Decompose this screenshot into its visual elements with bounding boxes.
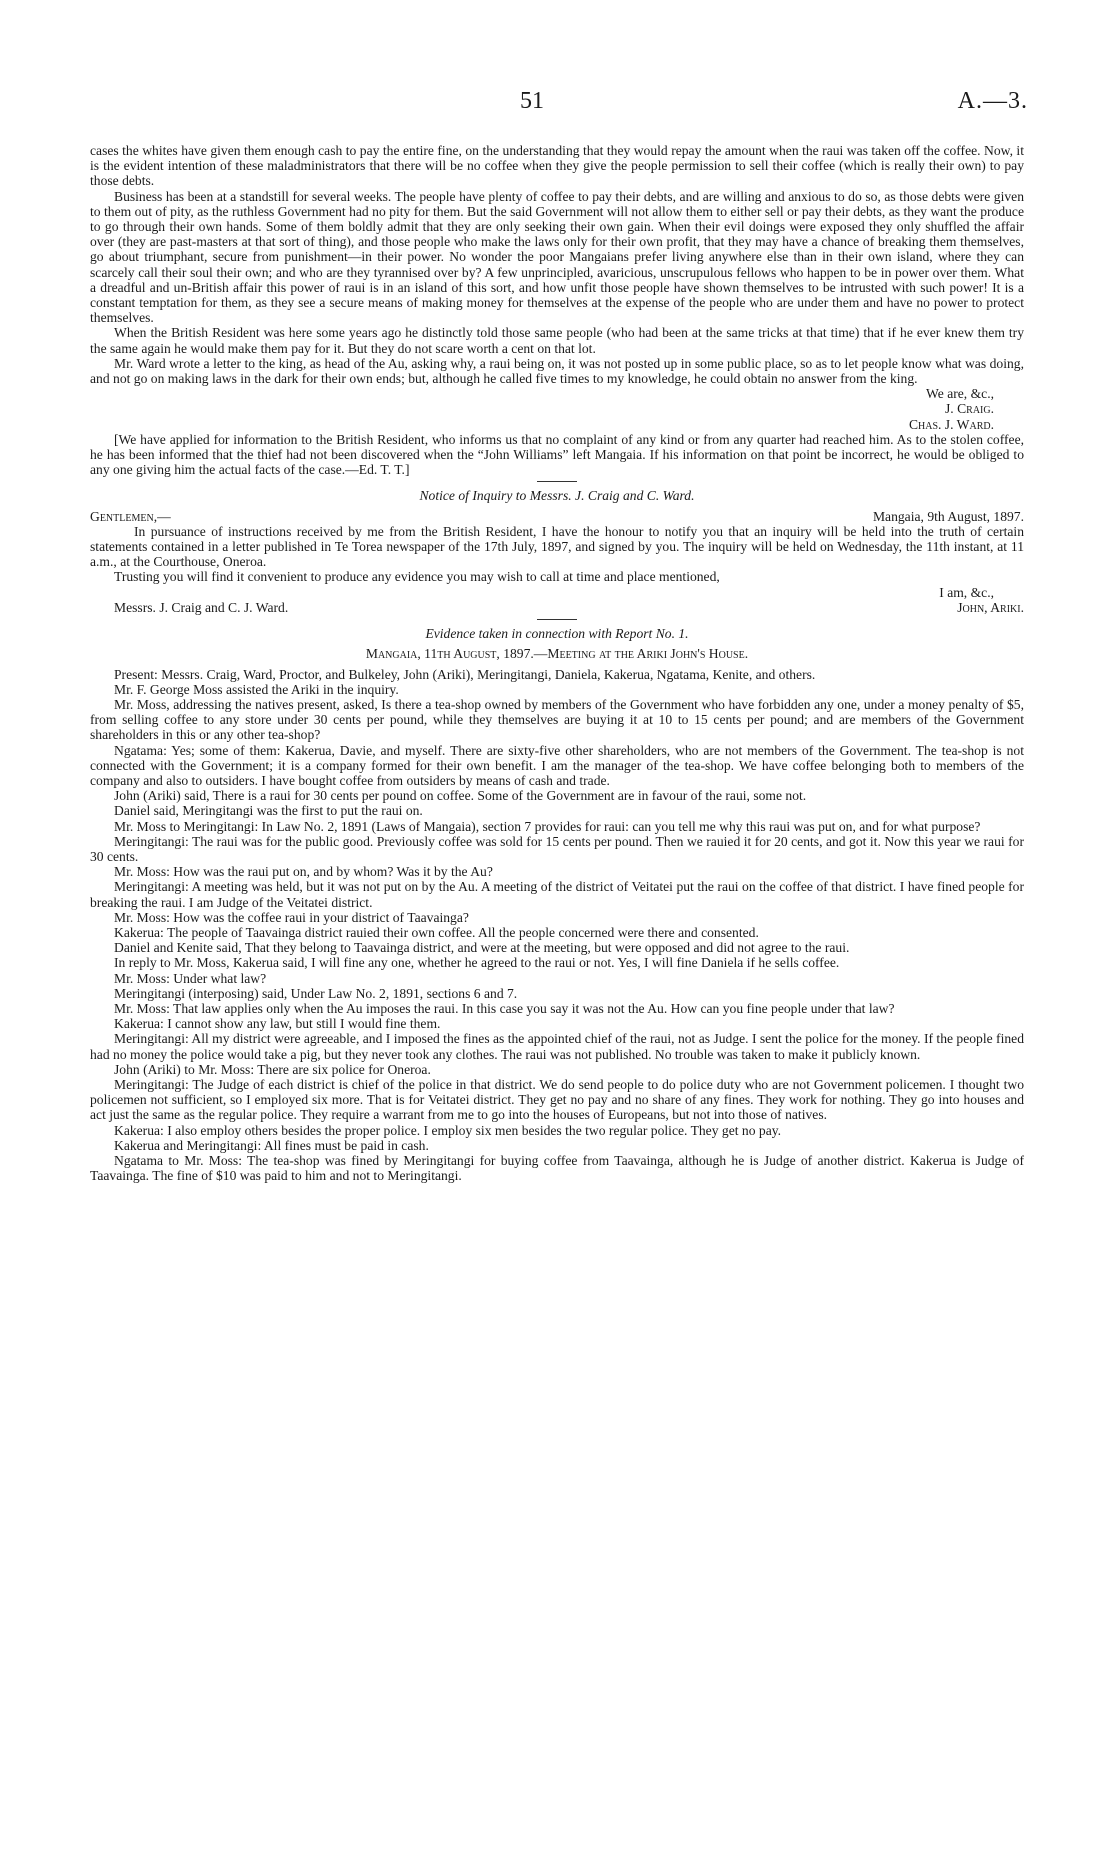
- notice-salutation-row: [90, 509, 1024, 524]
- letter-paragraph: Mr. Ward wrote a letter to the king, as head of the Au, asking why, a raui being on, it was not posted up in some public place, so as to let people know what was doing, and not go on making laws in the dark for their own ends; but, although he called five times to my knowledge, he could obtain no answer from the king.: [90, 355, 1024, 387]
- evidence-paragraph: Kakerua: I also employ others besides the proper police. I employ six men besides the two regular police. They get no pay.: [114, 1122, 782, 1138]
- letter-signature: J. Craig.: [945, 401, 994, 417]
- evidence-paragraph: Mr. Moss: How was the coffee raui in your district of Taavainga?: [114, 909, 469, 925]
- letter-paragraph: cases the whites have given them enough cash to pay the entire fine, on the understanding that they would repay the amount when the raui was taken off the coffee. Now, it is the evident intention of these maladministrators that there will be no coffee when they give the people permission to sell their coffee (which is really their own) to pay those debts.: [90, 143, 1024, 189]
- letter-signature: Chas. J. Ward.: [908, 416, 994, 432]
- notice-salutation: Gentlemen,—: [90, 508, 171, 524]
- notice-place-date: Mangaia, 9th August, 1897.: [872, 508, 1024, 524]
- evidence-paragraph: Mr. F. George Moss assisted the Ariki in the inquiry.: [114, 681, 399, 697]
- evidence-paragraph: Mr. Moss: Under what law?: [114, 970, 267, 986]
- notice-heading: Notice of Inquiry to Messrs. J. Craig and C. Ward.: [419, 488, 695, 504]
- document-reference: A.—3.: [957, 88, 1028, 114]
- evidence-subheading: Mangaia, 11th August, 1897.—Meeting at the Ariki John's House.: [365, 646, 749, 662]
- evidence-paragraph: Kakerua and Meringitangi: All fines must be paid in cash.: [114, 1137, 429, 1153]
- letter-paragraph: When the British Resident was here some years ago he distinctly told those same people (who had been at the same tricks at that time) that if he ever knew them try the same again he would make them pay for it. But they do not scare worth a cent on that lot.: [90, 325, 1024, 356]
- page-header: [0, 88, 1114, 122]
- notice-addressee: Messrs. J. Craig and C. J. Ward.: [114, 599, 289, 615]
- evidence-paragraph: Meringitangi: All my district were agreeable, and I imposed the fines as the appointed chief of the raui, not as Judge. I sent the police for the money. If the people fined had no money the police would take a pig, but they never took any clothes. The raui was not published. No trouble was taken to make it publicly known.: [90, 1031, 1024, 1062]
- evidence-paragraph: Present: Messrs. Craig, Ward, Proctor, and Bulkeley, John (Ariki), Meringitangi, Daniela, Kakerua, Ngatama, Kenite, and others.: [114, 666, 816, 682]
- notice-paragraph: Trusting you will find it convenient to produce any evidence you may wish to call at time and place mentioned,: [114, 569, 720, 585]
- evidence-paragraph: John (Ariki) to Mr. Moss: There are six police for Oneroa.: [114, 1061, 431, 1077]
- evidence-paragraph: John (Ariki) said, There is a raui for 30 cents per pound on coffee. Some of the Government are in favour of the raui, some not.: [114, 788, 807, 804]
- evidence-paragraph: Meringitangi: A meeting was held, but it was not put on by the Au. A meeting of the district of Veitatei put the raui on the coffee of that district. I have fined people for breaking the raui. I am Judge of the Veitatei district.: [90, 879, 1024, 910]
- evidence-paragraph: Meringitangi (interposing) said, Under Law No. 2, 1891, sections 6 and 7.: [114, 985, 518, 1001]
- section-divider: [537, 481, 577, 482]
- evidence-paragraph: Mr. Moss: How was the raui put on, and by whom? Was it by the Au?: [114, 864, 493, 880]
- evidence-paragraph: Mr. Moss to Meringitangi: In Law No. 2, 1891 (Laws of Mangaia), section 7 provides for raui: can you tell me why this raui was put on, and for what purpose?: [114, 818, 981, 834]
- letter-closing: We are, &c.,: [926, 386, 994, 402]
- evidence-paragraph: Daniel and Kenite said, That they belong to Taavainga district, and were at the meeting, but were opposed and did not agree to the raui.: [114, 940, 850, 956]
- evidence-paragraph: Kakerua: The people of Taavainga district rauied their own coffee. All the people concerned were there and consented.: [114, 924, 759, 940]
- notice-paragraph: In pursuance of instructions received by me from the British Resident, I have the honour to notify you that an inquiry will be held into the truth of certain statements contained in a letter published in Te Torea newspaper of the 17th July, 1897, and signed by you. The inquiry will be held on Wednesday, the 11th instant, at 11 a.m., at the Courthouse, Oneroa.: [90, 523, 1024, 570]
- evidence-paragraph: Meringitangi: The Judge of each district is chief of the police in that district. We do send people to do police duty who are not Government policemen. I thought two policemen not sufficient, so I employed six more. That is for Veitatei district. They get no pay and no share of any fines. They work for nothing. They go into houses and act just the same as the regular police. They require a warrant from me to go into the houses of Europeans, but not into those of natives.: [90, 1076, 1024, 1123]
- notice-closing: I am, &c.,: [939, 584, 994, 600]
- evidence-paragraph: Ngatama to Mr. Moss: The tea-shop was fined by Meringitangi for buying coffee from Taavainga, although he is Judge of another district. Kakerua is Judge of Taavainga. The fine of $10 was paid to him and not to Meringitangi.: [90, 1153, 1024, 1184]
- section-divider: [537, 619, 577, 620]
- evidence-paragraph: Ngatama: Yes; some of them: Kakerua, Davie, and myself. There are sixty-five other shareholders, who are not members of the Government. The tea-shop is not connected with the Government; it is a company formed for their own benefit. I am the manager of the tea-shop. We have coffee belonging both to members of the company and also to outsiders. I have bought coffee from outsiders by means of cash and trade.: [90, 742, 1024, 788]
- evidence-paragraph: Mr. Moss: That law applies only when the Au imposes the raui. In this case you say it was not the Au. How can you fine people under that law?: [114, 1000, 895, 1016]
- evidence-paragraph: Meringitangi: The raui was for the public good. Previously coffee was sold for 15 cents per pound. Then we rauied it for 20 cents, and got it. Now this year we raui for 30 cents.: [90, 833, 1024, 864]
- page-body: [90, 143, 1024, 1183]
- evidence-heading: Evidence taken in connection with Report No. 1.: [425, 626, 689, 642]
- notice-signature-row: [90, 600, 1024, 615]
- evidence-paragraph: In reply to Mr. Moss, Kakerua said, I will fine any one, whether he agreed to the raui or not. Yes, I will fine Daniela if he sells coffee.: [114, 955, 840, 971]
- letter-paragraph: Business has been at a standstill for several weeks. The people have plenty of coffee to pay their debts, and are willing and anxious to do so, as those debts were given to them out of pity, as the ruthless Government had no pity for them. But the said Government will not allow them to either sell or pay their debts, as they want the produce to go through their own hands. Some of them boldly admit that they are only seeking their own gain. When their evil doings were exposed they only shuffled the affair over (they are past-masters at that sort of thing), and those people who make the laws only for their own profit, that they may have a chance of breaking them themselves, go about triumphant, secure from punishment—in their power. No wonder the poor Mangaians prefer living anywhere else than in their own island, where they can scarcely call their soul their own; and who are they tyrannised over by? A few unprincipled, avaricious, unscrupulous fellows who happen to be in power over them. What a dreadful and un-British affair this power of raui is in an island of this sort, and how unfit those people have shown themselves to be intrusted with such power! It is a constant temptation for them, as they see a secure means of making money for themselves at the expense of the people who are under them and have no power to protect themselves.: [90, 188, 1024, 326]
- evidence-paragraph: Kakerua: I cannot show any law, but still I would fine them.: [114, 1016, 441, 1032]
- notice-signature: John, Ariki.: [957, 599, 1024, 615]
- evidence-paragraph: Mr. Moss, addressing the natives present, asked, Is there a tea-shop owned by members of the Government who have forbidden any one, under a money penalty of $5, from selling coffee to any store under 30 cents per pound, while they themselves are buying it at 10 to 15 cents per pound; and are members of the Government shareholders in this or any other tea-shop?: [90, 696, 1024, 743]
- editor-note: [We have applied for information to the British Resident, who informs us that no complaint of any kind or from any quarter had reached him. As to the stolen coffee, he has been informed that the thief had not been discovered when the “John Williams” left Mangaia. If his information on that point be incorrect, he would be obliged to any one giving him the actual facts of the case.—Ed. T. T.]: [90, 431, 1024, 478]
- page-number: 51: [520, 88, 544, 114]
- evidence-paragraph: Daniel said, Meringitangi was the first to put the raui on.: [114, 803, 423, 819]
